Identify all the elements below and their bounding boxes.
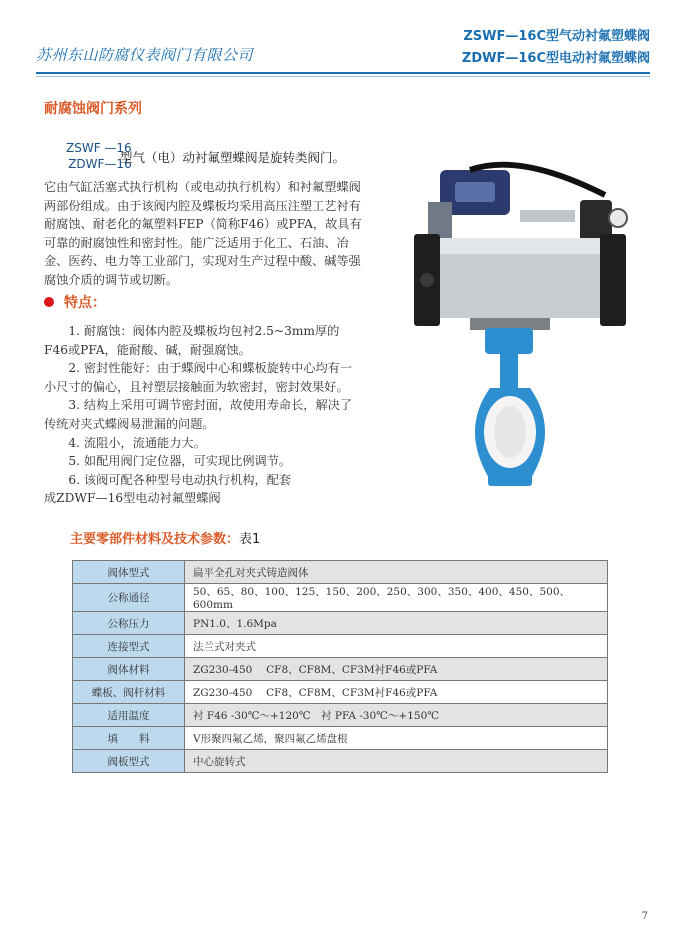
table-row (73, 635, 608, 658)
spec-table (72, 560, 608, 773)
row-label: 蝶板、阀杆材料 (73, 681, 185, 704)
disc (494, 406, 526, 458)
bracket-pipe (520, 210, 575, 222)
table-row (73, 561, 608, 584)
end-cap-bolt (420, 273, 434, 287)
actuator-highlight (430, 238, 610, 254)
bullet-dot-icon (44, 297, 54, 307)
row-value: ZG230-450 CF8、CF8M、CF3M衬F46或PFA (185, 658, 608, 681)
valve-stem (500, 352, 518, 390)
row-value: PN1.0、1.6Mpa (185, 612, 608, 635)
row-value: ZG230-450 CF8、CF8M、CF3M衬F46或PFA (185, 681, 608, 704)
row-label: 阀板型式 (73, 750, 185, 773)
row-value: 法兰式对夹式 (185, 635, 608, 658)
header-rule (36, 72, 650, 74)
row-value: V形聚四氟乙烯，聚四氟乙烯盘根 (185, 727, 608, 750)
model-titles (462, 26, 650, 70)
feature-item: 3. 结构上采用可调节密封面，故使用寿命长，解决了传统对夹式蝶阀易泄漏的问题。 (44, 398, 353, 431)
table-row (73, 612, 608, 635)
model-a: ZSWF —16 (66, 141, 132, 155)
params-title-text: 主要零部件材料及技术参数： (70, 532, 240, 547)
params-title (70, 528, 260, 547)
row-value: 中心旋转式 (185, 750, 608, 773)
row-label: 阀体材料 (73, 658, 185, 681)
valve-foot (488, 472, 532, 486)
feature-item: 4. 流阻小，流通能力大。 (68, 435, 206, 450)
table-row (73, 584, 608, 612)
model-title-electric: ZDWF—16C型电动衬氟塑蝶阀 (461, 51, 650, 66)
table-row (73, 727, 608, 750)
row-label: 适用温度 (73, 704, 185, 727)
model-title-pneumatic: ZSWF—16C型气动衬氟塑蝶阀 (463, 29, 650, 44)
model-b: ZDWF—16 (68, 157, 132, 171)
row-label: 阀体型式 (73, 561, 185, 584)
table-row (73, 704, 608, 727)
company-name: 苏州东山防腐仪表阀门有限公司 (36, 46, 254, 64)
row-value: 衬 F46 -30℃～+120℃ 衬 PFA -30℃～+150℃ (185, 704, 608, 727)
page-number: 7 (641, 911, 648, 922)
pressure-gauge-icon (609, 209, 627, 227)
header-rule-thin (36, 76, 650, 77)
features-title (44, 292, 106, 312)
table-row (73, 658, 608, 681)
table-row (73, 750, 608, 773)
feature-item: 5. 如配用阀门定位器，可实现比例调节。 (68, 454, 292, 469)
feature-item: 1. 耐腐蚀：阀体内腔及蝶板均包衬2.5~3mm厚的F46或PFA，能耐酸、碱，耐强腐蚀。 (44, 324, 340, 357)
end-cap-right (600, 234, 626, 326)
intro-body: 它由气缸活塞式执行机构（或电动执行机构）和衬氟塑蝶阀两部份组成。由于该阀内腔及蝶板均采用高压注塑工艺衬有耐腐蚀、耐老化的氟塑料FEP（简称F46）或PFA，故具有可靠的耐腐蚀性和密封性。能广泛适用于化工、石油、冶金、医药、电力等工业部门，实现对生产过程中酸、碱等强腐蚀介质的调节或切断。 (44, 180, 362, 287)
features-list (44, 322, 362, 508)
row-label: 公称压力 (73, 612, 185, 635)
row-value: 50、65、80、100、125、150、200、250、300、350、400、450、500、600mm (185, 584, 608, 612)
valve-neck (485, 328, 533, 354)
feature-item-tail: 成ZDWF—16型电动衬氟塑蝶阀 (44, 491, 221, 506)
row-label: 公称通径 (73, 584, 185, 612)
table-tag: 表1 (239, 532, 261, 547)
valve-photo (400, 160, 640, 500)
row-value: 扁平全孔对夹式铸造阀体 (185, 561, 608, 584)
series-title: 耐腐蚀阀门系列 (44, 101, 142, 117)
positioner-panel (455, 182, 495, 202)
features-title-text: 特点： (64, 295, 106, 311)
feature-item: 6. 该阀可配各种型号电动执行机构，配套 (68, 472, 292, 487)
row-label: 填 料 (73, 727, 185, 750)
row-label: 连接型式 (73, 635, 185, 658)
table-row (73, 681, 608, 704)
feature-item: 2. 密封性能好：由于蝶阀中心和蝶板旋转中心均有一小尺寸的偏心，且衬塑层接触面为软密封，密封效果好。 (44, 361, 353, 394)
intro-headline: 型气（电）动衬氟塑蝶阀是旋转类阀门。 (120, 150, 346, 165)
